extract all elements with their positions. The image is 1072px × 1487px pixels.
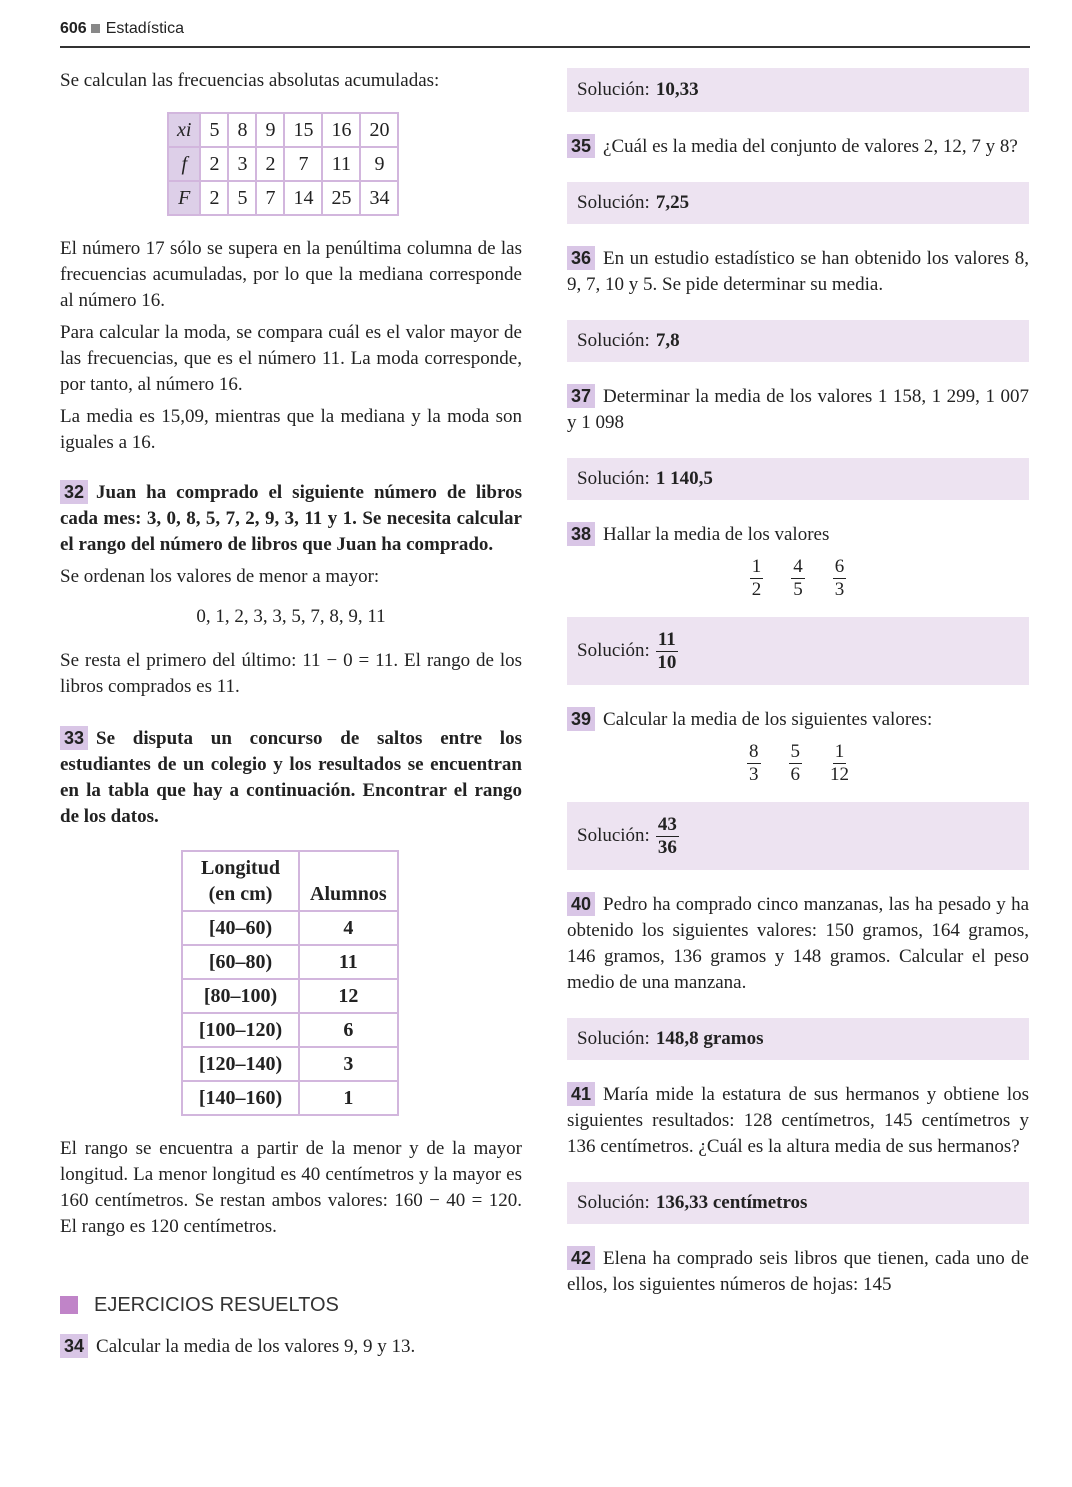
table-row — [182, 911, 398, 945]
exercise-number: 37 — [567, 384, 595, 408]
solution-box: Solución: 136,33 centímetros — [567, 1182, 1029, 1224]
exercise-38-question: 38 Hallar la media de los valores — [567, 522, 1029, 548]
solution-box: Solución: $\frac{11}{10}$ — [567, 617, 1029, 685]
table-cell: [60–80) — [182, 945, 299, 979]
square-bullet-icon — [60, 1296, 78, 1314]
ordered-values: 0, 1, 2, 3, 3, 5, 7, 8, 9, 11 — [196, 606, 386, 627]
left-column — [60, 68, 522, 1366]
table-cell: 7 — [256, 181, 284, 215]
exercise-34-question: 34 Calcular la media de los valores 9, 9 y 13. — [60, 1334, 522, 1360]
table-row — [182, 1081, 398, 1115]
row-label: xi — [168, 113, 200, 147]
table-cell: 12 — [299, 979, 398, 1013]
exercise-number: 38 — [567, 522, 595, 546]
row-label: f — [168, 147, 200, 181]
table-cell: 7 — [284, 147, 322, 181]
solution-box: Solución: 7,25 — [567, 182, 1029, 224]
exercise-number: 36 — [567, 246, 595, 270]
row-label: F — [168, 181, 200, 215]
right-column — [567, 68, 1029, 1304]
exercise-40-question: 40 Pedro ha comprado cinco manzanas, las ha pesado y ha obtenido los siguientes valores: 150 gramos, 164 gramos, 146 gramos, 136 gramos y 148 gramos. Calcular el peso medio de una manzana. — [567, 894, 1029, 993]
fraction: $\frac{5}{6}$ — [790, 741, 800, 785]
table-cell: 6 — [299, 1013, 398, 1047]
exercise-number: 32 — [60, 480, 88, 504]
frequency-table — [167, 112, 399, 216]
table-cell: 14 — [284, 181, 322, 215]
table-cell: [120–140) — [182, 1047, 299, 1081]
mode-paragraph: Para calcular la moda, se compara cuál es el valor mayor de las frecuencias, que es el número 11. La moda corresponde, por tanto, al número 16. — [60, 322, 522, 395]
exercise-39-question: 39 Calcular la media de los siguientes valores: — [567, 707, 1029, 733]
exercise-number: 39 — [567, 707, 595, 731]
exercise-33-answer: El rango se encuentra a partir de la menor y de la mayor longitud. La menor longitud es 40 centímetros y la mayor es 160 centímetros. Se restan ambos valores: 160 − 40 = 120. El rango es 120 centímetros. — [60, 1138, 522, 1237]
exercise-number: 41 — [567, 1082, 595, 1106]
fraction-values — [567, 741, 1029, 786]
table-cell: [140–160) — [182, 1081, 299, 1115]
exercise-number: 34 — [60, 1334, 88, 1358]
median-paragraph: El número 17 sólo se supera en la penúltima columna de las frecuencias acumuladas, por lo que la mediana corresponde al número 16. — [60, 238, 522, 311]
table-cell: 11 — [299, 945, 398, 979]
solution-box: Solución: 10,33 — [567, 68, 1029, 112]
table-row — [182, 1013, 398, 1047]
page-number: 606 — [60, 20, 87, 37]
table-cell: 15 — [284, 113, 322, 147]
table-cell: 9 — [360, 147, 398, 181]
table-cell: 25 — [322, 181, 360, 215]
exercise-36-question: 36 En un estudio estadístico se han obtenido los valores 8, 9, 7, 10 y 5. Se pide determinar su media. — [567, 248, 1029, 295]
exercise-35-question: 35 ¿Cuál es la media del conjunto de valores 2, 12, 7 y 8? — [567, 134, 1029, 160]
fraction-values — [567, 556, 1029, 601]
table-row — [168, 147, 398, 181]
square-bullet-icon — [91, 24, 100, 33]
table-cell: 1 — [299, 1081, 398, 1115]
jump-results-table — [181, 850, 399, 1116]
table-row — [168, 113, 398, 147]
table-cell: 3 — [228, 147, 256, 181]
table-row — [182, 979, 398, 1013]
solution-fraction: $\frac{11}{10}$ — [657, 628, 677, 673]
exercise-32-answer: Se resta el primero del último: 11 − 0 = 11. El rango de los libros comprados es 11. — [60, 650, 522, 697]
exercise-number: 40 — [567, 892, 595, 916]
solution-box: Solución: 1 140,5 — [567, 458, 1029, 500]
fraction: $\frac{1}{12}$ — [830, 741, 849, 785]
running-head — [60, 20, 1030, 48]
fraction: $\frac{8}{3}$ — [749, 741, 759, 785]
exercise-32-question: 32 Juan ha comprado el siguiente número de libros cada mes: 3, 0, 8, 5, 7, 2, 9, 3, 11 y 1. Se necesita calcular el rango del número de libros que Juan ha comprado. — [60, 482, 522, 555]
table-cell: 2 — [200, 147, 228, 181]
table-cell: 3 — [299, 1047, 398, 1081]
exercise-37-question: 37 Determinar la media de los valores 1 158, 1 299, 1 007 y 1 098 — [567, 386, 1029, 433]
exercise-42-question: 42 Elena ha comprado seis libros que tienen, cada uno de ellos, los siguientes números de hojas: 145 — [567, 1248, 1029, 1295]
exercise-number: 42 — [567, 1246, 595, 1270]
table-cell: [80–100) — [182, 979, 299, 1013]
solution-fraction: $\frac{43}{36}$ — [657, 813, 677, 858]
exercise-41-question: 41 María mide la estatura de sus hermanos y obtiene los siguientes resultados: 128 centímetros, 145 centímetros y 136 centímetros. ¿Cuál es la altura media de sus hermanos? — [567, 1084, 1029, 1157]
table-row — [182, 1047, 398, 1081]
exercise-number: 35 — [567, 134, 595, 158]
solution-box: Solución: 148,8 gramos — [567, 1018, 1029, 1060]
mean-paragraph: La media es 15,09, mientras que la mediana y la moda son iguales a 16. — [60, 406, 522, 453]
table-cell: 4 — [299, 911, 398, 945]
section-name: Estadística — [105, 20, 184, 37]
table-row — [182, 945, 398, 979]
solution-box: Solución: 7,8 — [567, 320, 1029, 362]
table-cell: 16 — [322, 113, 360, 147]
table-cell: 34 — [360, 181, 398, 215]
table-cell: 2 — [256, 147, 284, 181]
exercise-number: 33 — [60, 726, 88, 750]
fraction: $\frac{1}{2}$ — [751, 556, 762, 600]
table-cell: 2 — [200, 181, 228, 215]
table-cell: 9 — [256, 113, 284, 147]
exercise-32-step: Se ordenan los valores de menor a mayor: — [60, 566, 380, 587]
column-header: Longitud (en cm) — [182, 851, 299, 911]
exercise-33-question: 33 Se disputa un concurso de saltos entre los estudiantes de un colegio y los resultados se encuentran en la tabla que hay a continuación. Encontrar el rango de los datos. — [60, 728, 522, 827]
fraction: $\frac{6}{3}$ — [834, 556, 845, 600]
intro-text: Se calculan las frecuencias absolutas acumuladas: — [60, 70, 440, 91]
solution-box: Solución: $\frac{43}{36}$ — [567, 802, 1029, 870]
table-cell: 8 — [228, 113, 256, 147]
section-title: EJERCICIOS RESUELTOS — [60, 1292, 522, 1318]
table-cell: [100–120) — [182, 1013, 299, 1047]
table-cell: 11 — [322, 147, 360, 181]
fraction: $\frac{4}{5}$ — [793, 556, 803, 600]
table-cell: [40–60) — [182, 911, 299, 945]
table-row — [168, 181, 398, 215]
column-header: Alumnos — [299, 851, 398, 911]
table-cell: 5 — [228, 181, 256, 215]
table-cell: 20 — [360, 113, 398, 147]
table-cell: 5 — [200, 113, 228, 147]
